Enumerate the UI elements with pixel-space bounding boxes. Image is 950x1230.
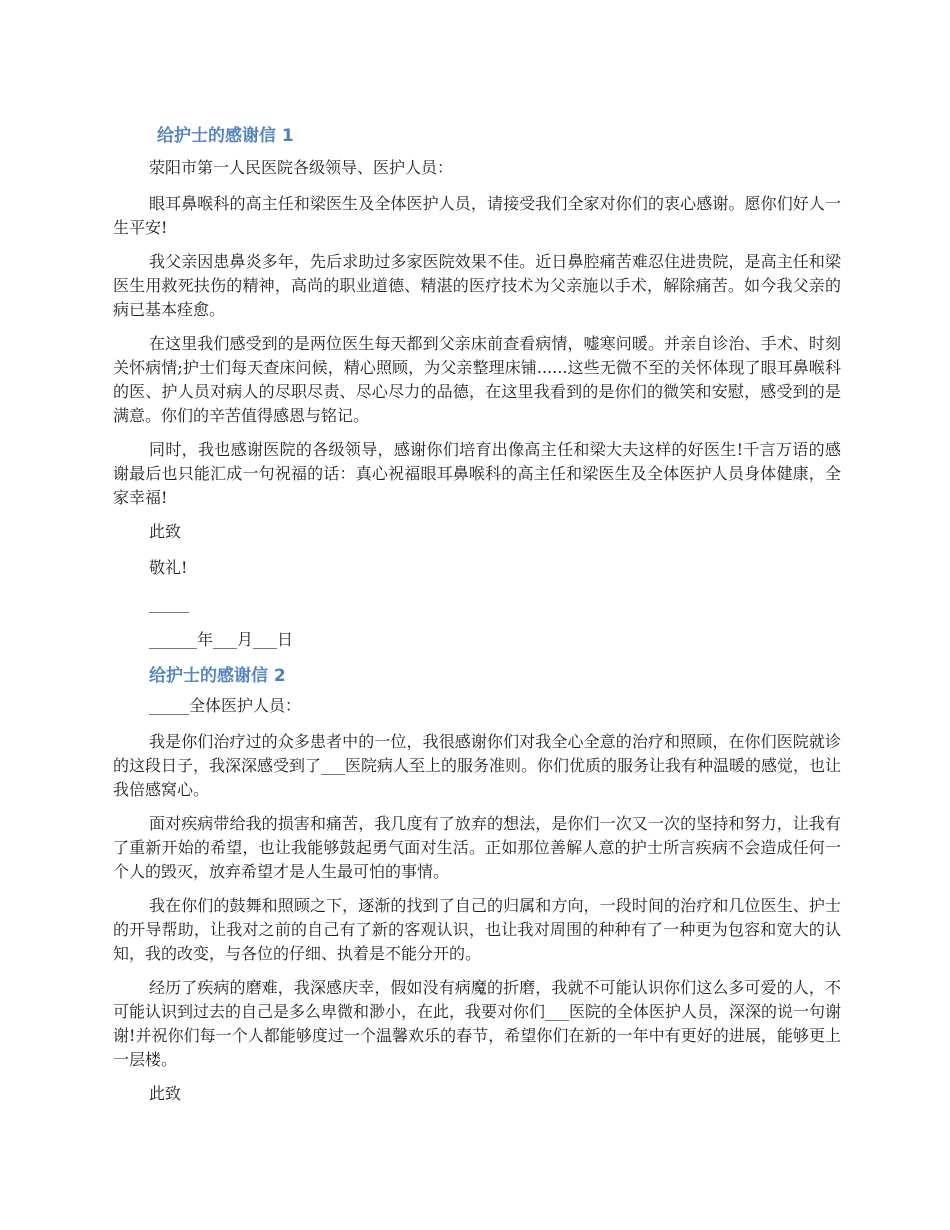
letter2-paragraph: 面对疾病带给我的损害和痛苦，我几度有了放弃的想法，是你们一次又一次的坚持和努力，让我有了重新开始的希望，也让我能够鼓起勇气面对生活。正如那位善解人意的护士所言疾病不会造成任何一个人的毁灭，放弃希望才是人生最可怕的事情。	[113, 814, 841, 881]
letter2-closing: 此致	[149, 1084, 182, 1103]
document-page	[113, 124, 841, 1118]
letter1-paragraph: 在这里我们感受到的是两位医生每天都到父亲床前查看病情，嘘寒问暖。并亲自诊治、手术、时刻关怀病情;护士们每天查床问候，精心照顾，为父亲整理床铺......这些无微不至的关怀体现了眼耳鼻喉科的医、护人员对病人的尽职尽责、尽心尽力的品德，在这里我看到的是你们的微笑和安慰，感受到的是满意。你们的辛苦值得感恩与铭记。	[113, 334, 841, 425]
letter1-regards: 敬礼!	[149, 558, 188, 577]
letter2-paragraph: 经历了疾病的磨难，我深感庆幸，假如没有病魔的折磨，我就不可能认识你们这么多可爱的人，不可能认识到过去的自己是多么卑微和渺小，在此，我要对你们___医院的全体医护人员，深深的说一句谢谢!并祝你们每一个人都能够度过一个温馨欢乐的春节，希望你们在新的一年中有更好的进展，能够更上一层楼。	[113, 978, 842, 1069]
letter2-paragraph: 我在你们的鼓舞和照顾之下，逐渐的找到了自己的归属和方向，一段时间的治疗和几位医生、护士的开导帮助，让我对之前的自己有了新的客观认识，也让我对周围的种种有了一种更为包容和宽大的认知，我的改变，与各位的仔细、执着是不能分开的。	[113, 896, 841, 963]
letter1-paragraph: 我父亲因患鼻炎多年，先后求助过多家医院效果不佳。近日鼻腔痛苦难忍住进贵院，是高主任和梁医生用救死扶伤的精神，高尚的职业道德、精湛的医疗技术为父亲施以手术，解除痛苦。如今我父亲的病已基本痊愈。	[113, 252, 841, 319]
letter2-paragraph: 我是你们治疗过的众多患者中的一位，我很感谢你们对我全心全意的治疗和照顾，在你们医院就诊的这段日子，我深深感受到了___医院病人至上的服务准则。你们优质的服务让我有种温暖的感觉，也让我倍感窝心。	[113, 732, 842, 799]
letter1-paragraph: 眼耳鼻喉科的高主任和梁医生及全体医护人员，请接受我们全家对你们的衷心感谢。愿你们好人一生平安!	[113, 194, 841, 237]
letter1-salutation: 荥阳市第一人民医院各级领导、医护人员：	[149, 158, 454, 177]
letter1-paragraph: 同时，我也感谢医院的各级领导，感谢你们培育出像高主任和梁大夫这样的好医生!千言万语的感谢最后也只能汇成一句祝福的话：真心祝福眼耳鼻喉科的高主任和梁医生及全体医护人员身体健康，全家幸福!	[113, 440, 841, 507]
letter2-title: 给护士的感谢信 2	[149, 666, 286, 686]
letter1-signature: _____	[149, 594, 189, 613]
letter1-date: ______年___月___日	[149, 630, 294, 649]
letter1-closing: 此致	[149, 522, 182, 541]
letter1-title: 给护士的感谢信 1	[157, 126, 294, 146]
letter2-salutation: _____全体医护人员：	[149, 696, 302, 715]
